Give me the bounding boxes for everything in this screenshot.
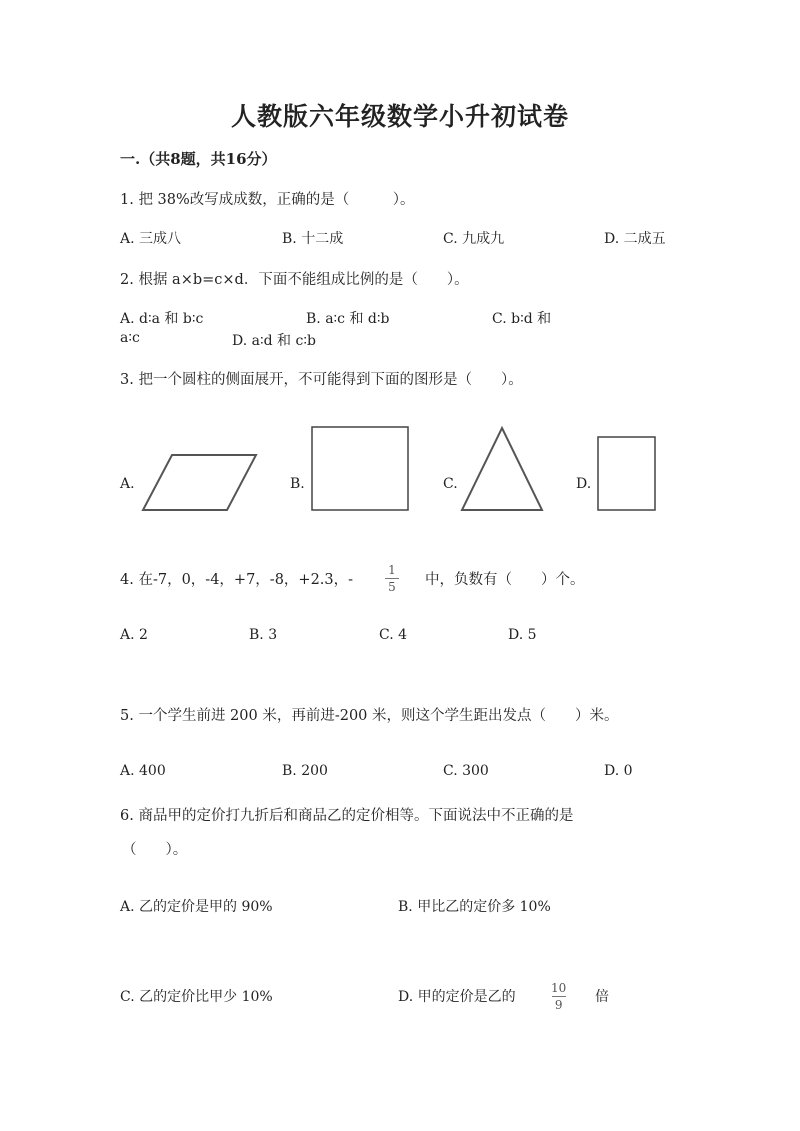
question-4-option-b[interactable]: B. 3 [249,627,278,643]
question-4-fraction [385,563,399,594]
question-2-stem: 2. 根据 a×b=c×d．下面不能组成比例的是（ ）。 [120,272,469,288]
question-5-stem: 5. 一个学生前进 200 米，再前进-200 米，则这个学生距出发点（ ）米。 [120,708,619,724]
question-6-fraction [551,981,566,1012]
question-1-option-d[interactable]: D. 二成五 [604,231,666,247]
question-3-option-d[interactable]: D. [576,476,592,492]
question-5-option-b[interactable]: B. 200 [282,763,328,779]
question-2-option-a[interactable]: A. d∶a 和 b∶c [120,311,204,327]
question-2-option-b[interactable]: B. a∶c 和 d∶b [306,311,390,327]
question-2-option-d[interactable]: D. a∶d 和 c∶b [232,333,316,349]
question-3-option-c[interactable]: C. [443,476,458,492]
fraction-numerator: 1 [388,563,396,577]
question-1-option-b[interactable]: B. 十二成 [282,231,344,247]
question-4-option-c[interactable]: C. 4 [379,627,408,643]
question-6-option-c[interactable]: C. 乙的定价比甲少 10% [120,989,273,1005]
section-heading: 一.（共8题，共16分） [120,150,277,168]
question-1-stem: 1. 把 38%改写成成数，正确的是（ ）。 [120,192,415,208]
question-3-option-b[interactable]: B. [290,476,305,492]
question-1-option-a[interactable]: A. 三成八 [120,231,182,247]
question-5-option-d[interactable]: D. 0 [604,763,633,779]
question-6-stem-line1: 6. 商品甲的定价打九折后和商品乙的定价相等。下面说法中不正确的是 [120,808,574,824]
question-6-option-a[interactable]: A. 乙的定价是甲的 90% [120,899,273,915]
question-4-stem-before: 4. 在-7，0，-4，+7，-8，+2.3，- [120,572,354,588]
question-2-option-c-cont: a∶c [120,330,140,346]
question-6-option-d-suffix: 倍 [595,989,609,1005]
question-6-option-d[interactable]: D. 甲的定价是乙的 [398,989,516,1005]
question-6-stem-line2: （ ）。 [122,842,188,858]
question-6-option-b[interactable]: B. 甲比乙的定价多 10% [398,899,551,915]
question-5-option-c[interactable]: C. 300 [443,763,489,779]
question-3-stem: 3. 把一个圆柱的侧面展开，不可能得到下面的图形是（ ）。 [120,372,523,388]
fraction-bar [552,996,566,997]
question-4-option-a[interactable]: A. 2 [120,627,148,643]
question-4-option-d[interactable]: D. 5 [508,627,537,643]
fraction-bar [385,578,399,579]
question-4-stem-after: 中，负数有（ ）个。 [425,572,585,588]
fraction-denominator: 9 [554,998,563,1012]
question-1-option-c[interactable]: C. 九成九 [443,231,505,247]
question-3-option-a[interactable]: A. [120,476,135,492]
question-2-option-c[interactable]: C. b∶d 和 [492,311,552,327]
fraction-denominator: 5 [388,580,396,594]
question-5-option-a[interactable]: A. 400 [120,763,166,779]
fraction-numerator: 10 [551,981,567,995]
page-title: 人教版六年级数学小升初试卷 [230,102,569,131]
